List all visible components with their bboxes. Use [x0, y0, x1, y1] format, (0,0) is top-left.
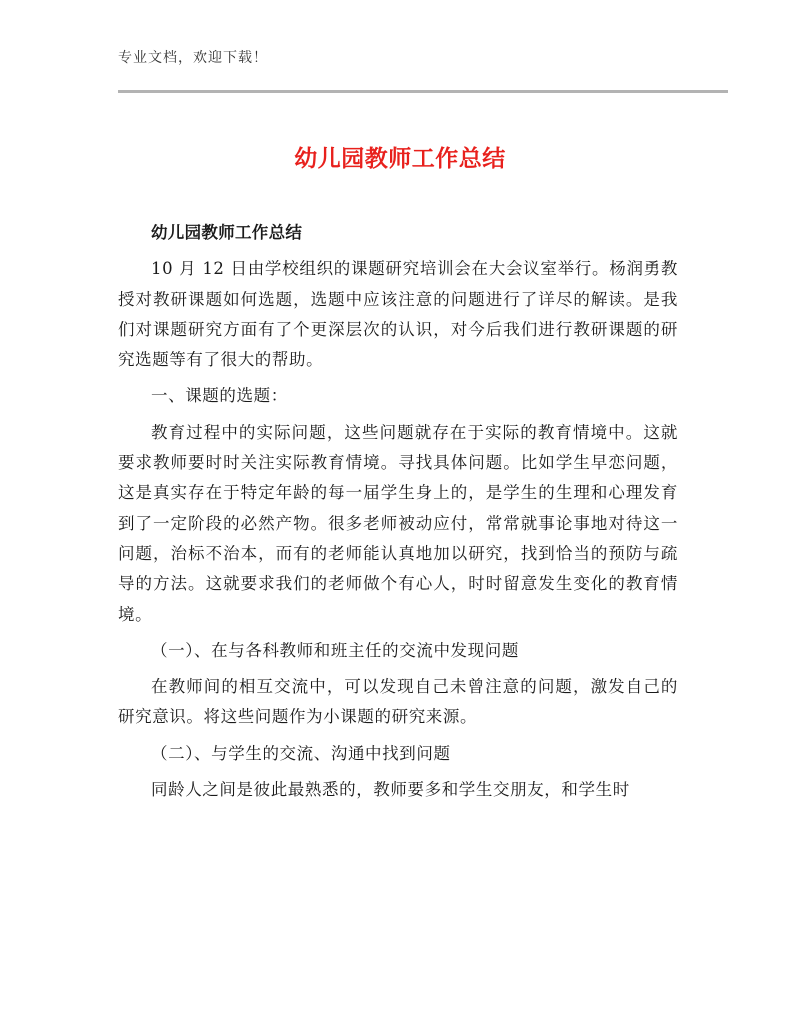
paragraph: 教育过程中的实际问题，这些问题就存在于实际的教育情境中。这就要求教师要时时关注实际教育情境。寻找具体问题。比如学生早恋问题，这是真实存在于特定年龄的每一届学生身上的，是学生的生理和心理发育到了一定阶段的必然产物。很多老师被动应付，常常就事论事地对待这一问题，治标不治本，而有的老师能认真地加以研究，找到恰当的预防与疏导的方法。这就要求我们的老师做个有心人，时时留意发生变化的教育情境。 — [118, 422, 678, 624]
paragraph: 10 月 12 日由学校组织的课题研究培训会在大会议室举行。杨润勇教授对教研课题如何选题，选题中应该注意的问题进行了详尽的解读。是我们对课题研究方面有了个更深层次的认识，对今后我们进行教研课题的研究选题等有了很大的帮助。 — [118, 259, 678, 370]
section-heading: 一、课题的选题： — [151, 386, 288, 406]
subsection-heading: （一）、在与各科教师和班主任的交流中发现问题 — [151, 640, 519, 660]
document-title: 幼儿园教师工作总结 — [294, 146, 506, 172]
document-body — [118, 218, 678, 811]
subsection-heading: （二）、与学生的交流、沟通中找到问题 — [151, 743, 451, 763]
header-divider — [118, 90, 728, 93]
document-subtitle: 幼儿园教师工作总结 — [151, 223, 303, 242]
paragraph: 同龄人之间是彼此最熟悉的，教师要多和学生交朋友，和学生时 — [151, 780, 630, 800]
header-text: 专业文档，欢迎下载！ — [118, 50, 268, 66]
paragraph: 在教师间的相互交流中，可以发现自己未曾注意的问题，激发自己的研究意识。将这些问题作为小课题的研究来源。 — [118, 677, 678, 727]
